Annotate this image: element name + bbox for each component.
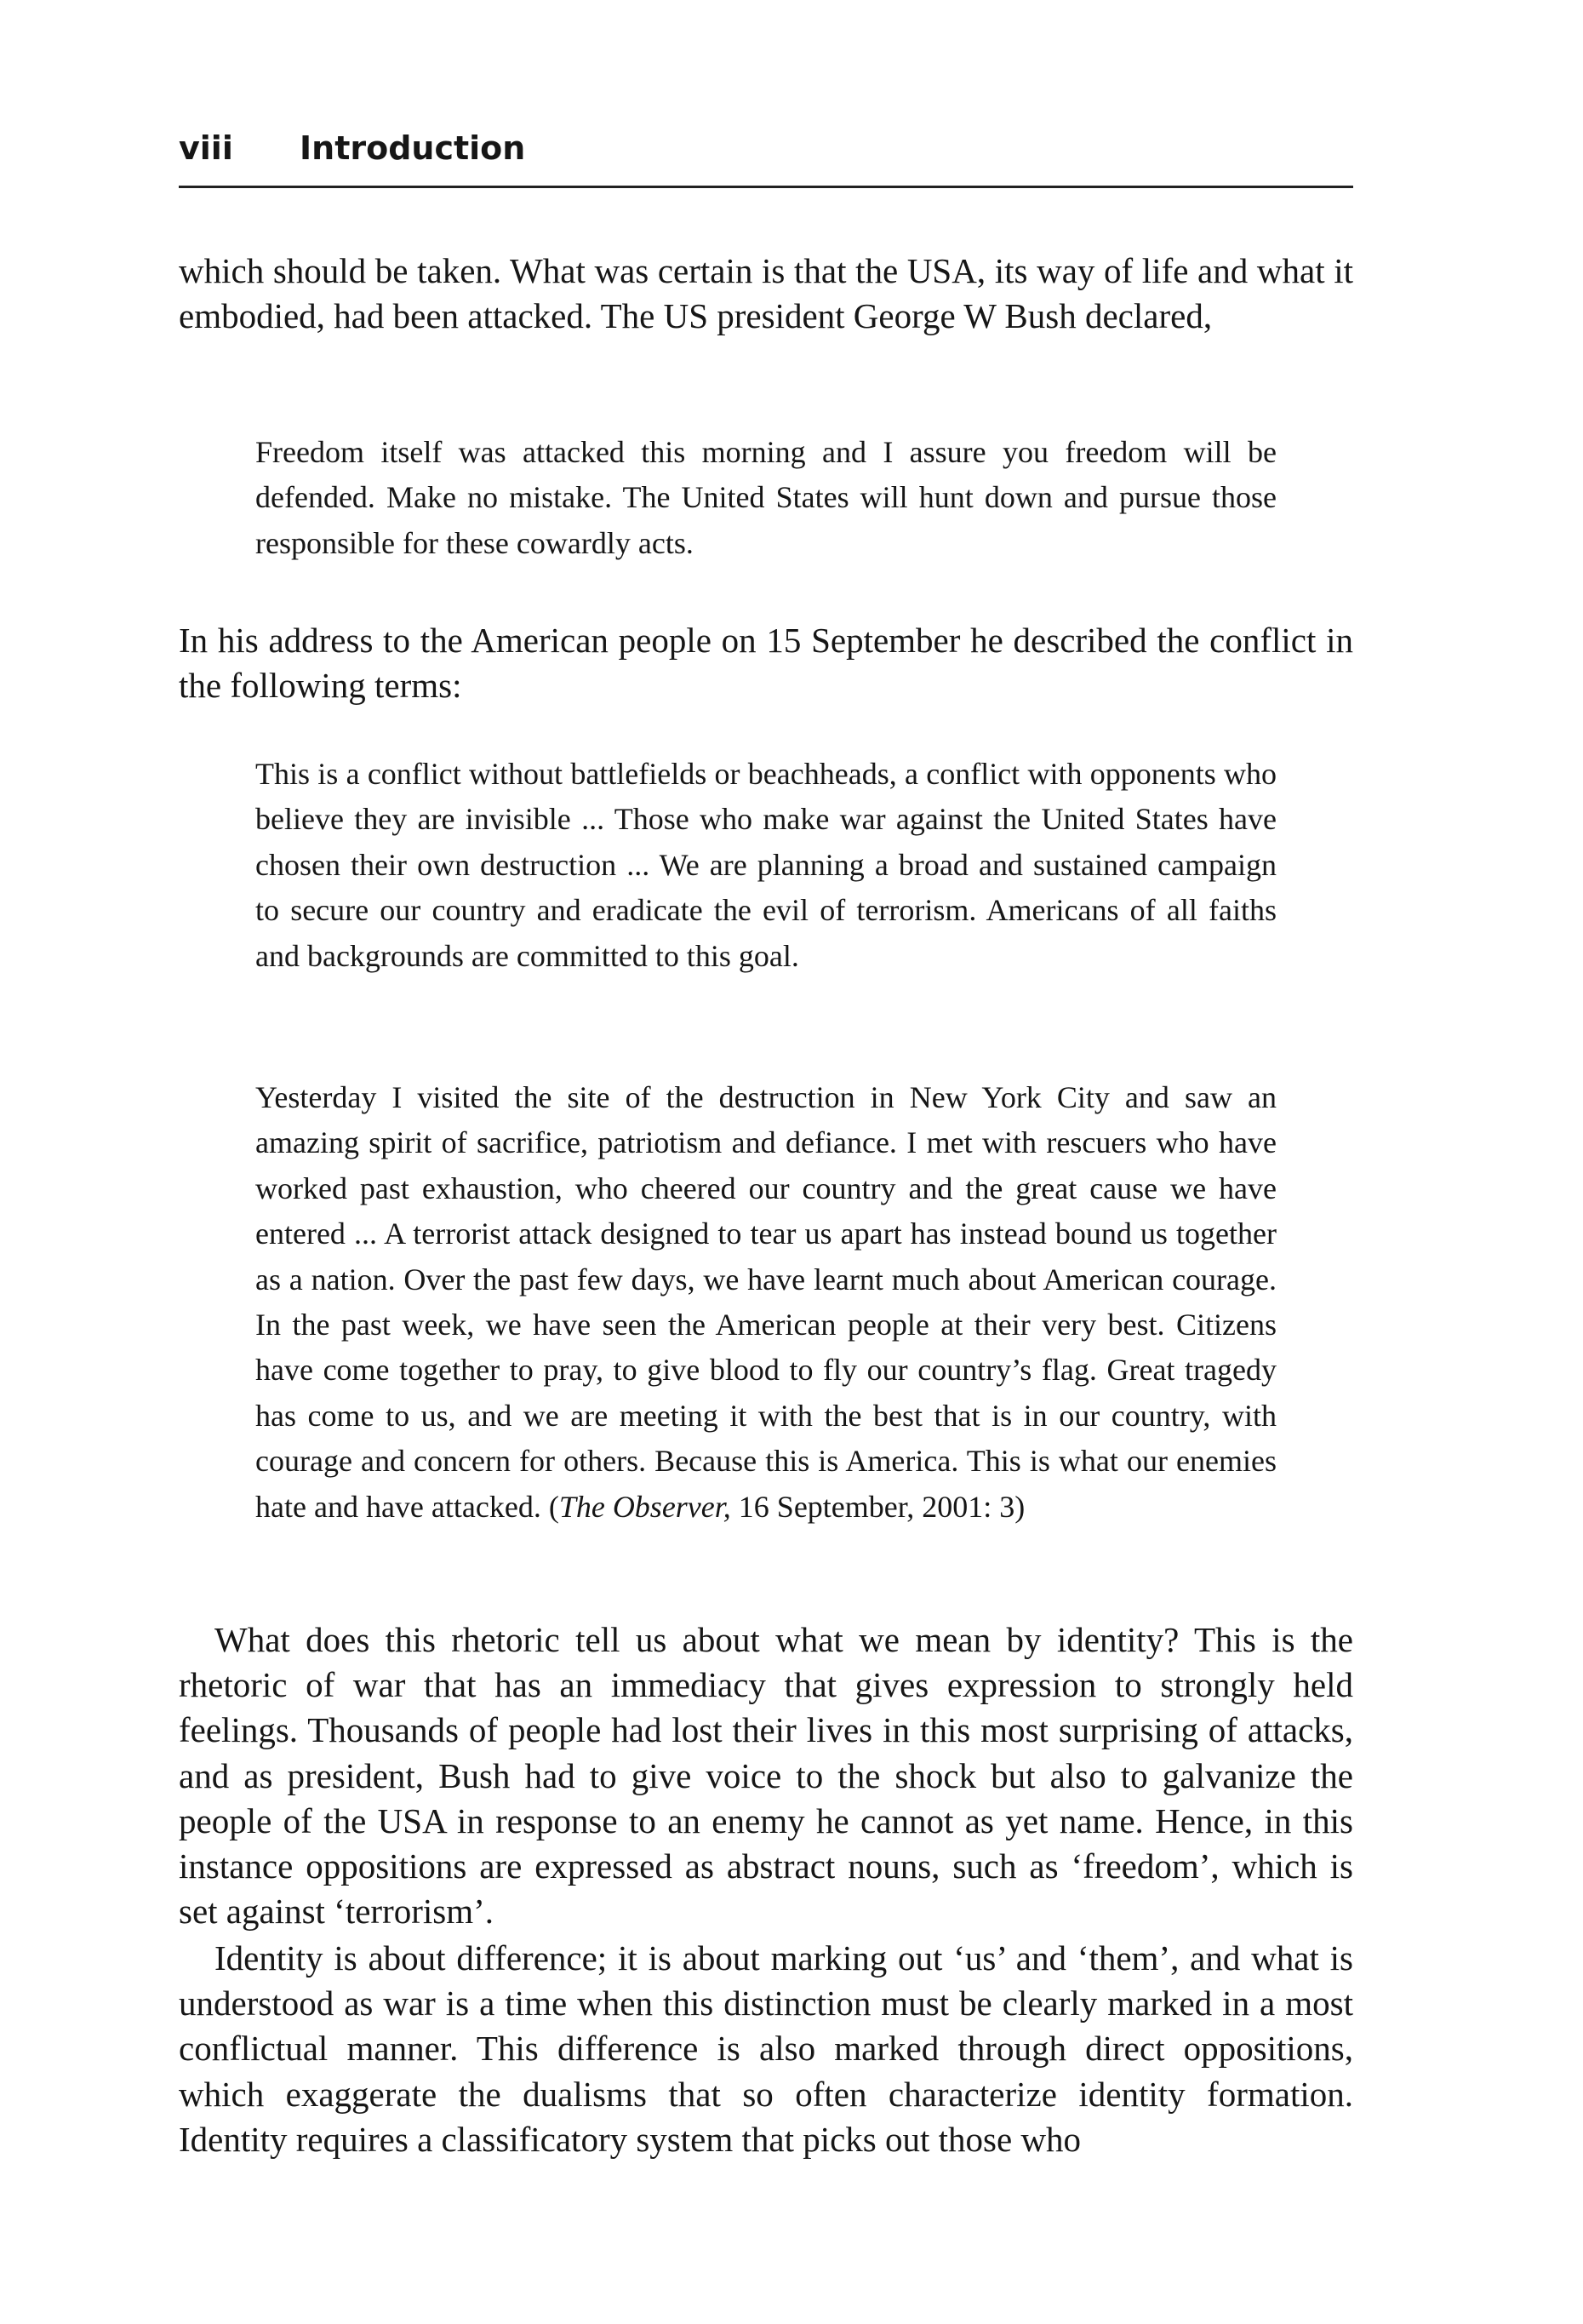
body-paragraph-3: What does this rhetoric tell us about what we mean by identity? This is the rhetoric of war that has an immediacy that gives expression to strongly held feelings. Thousands of people had lost their lives in this most surprising of attacks, and as president, Bush had to give voice to the shock but also to galvanize the people of the USA in response to an enemy he cannot as yet name. Hence, in this instance oppositions are expressed as abstract nouns, such as ‘freedom’, which is set against ‘terrorism’. — [179, 1620, 1353, 1932]
block-quote-2: This is a conflict without battlefields or beachheads, a conflict with opponents who believe they are invisible ... Those who make war against the United States have chosen their own destruction ... We are planning a broad and sustained campaign to secure our country and eradicate the evil of terrorism. Americans of all faiths and backgrounds are committed to this goal. — [255, 757, 1277, 973]
body-paragraph-1: which should be taken. What was certain is that the USA, its way of life and what it embodied, had been attacked. The US president George W Bush declared, — [179, 251, 1353, 336]
block-quote-3-text: Yesterday I visited the site of the destruction in New York City and saw an amazing spirit of sacrifice, patriotism and defiance. I met with rescuers who have worked past exhaustion, who cheered our country and the great cause we have entered ... A terrorist attack designed to tear us apart has instead bound us together as a nation. Over the past few days, we have learnt much about American courage. In the past week, we have seen the American people at their very best. Citizens have come together to pray, to give blood to fly our country’s flag. Great tragedy has come to us, and we are meeting it with the best that is in our country, with courage and concern for others. Because this is America. This is what our enemies hate and have attacked. — [255, 1080, 1277, 1524]
citation-detail: 16 September, 2001: 3) — [730, 1489, 1026, 1524]
citation-open: ( — [548, 1489, 559, 1524]
citation-source: The Observer, — [558, 1489, 731, 1524]
block-quote-3 — [255, 1075, 1277, 1530]
body-paragraph-4: Identity is about difference; it is about marking out ‘us’ and ‘them’, and what is understood as war is a time when this distinction must be clearly marked in a most conflictual manner. This difference is also marked through direct oppositions, which exaggerate the dualisms that so often characterize identity formation. Identity requires a classificatory system that picks out those who — [179, 1938, 1353, 2159]
running-head — [179, 126, 1353, 188]
block-quote-1: Freedom itself was attacked this morning and I assure you freedom will be defended. Make no mistake. The United States will hunt down and pursue those responsible for these cowardly acts. — [255, 435, 1277, 560]
chapter-title: Introduction — [300, 129, 526, 167]
page-number: viii — [179, 129, 233, 167]
body-paragraph-2: In his address to the American people on 15 September he described the conflict in the following terms: — [179, 621, 1353, 706]
